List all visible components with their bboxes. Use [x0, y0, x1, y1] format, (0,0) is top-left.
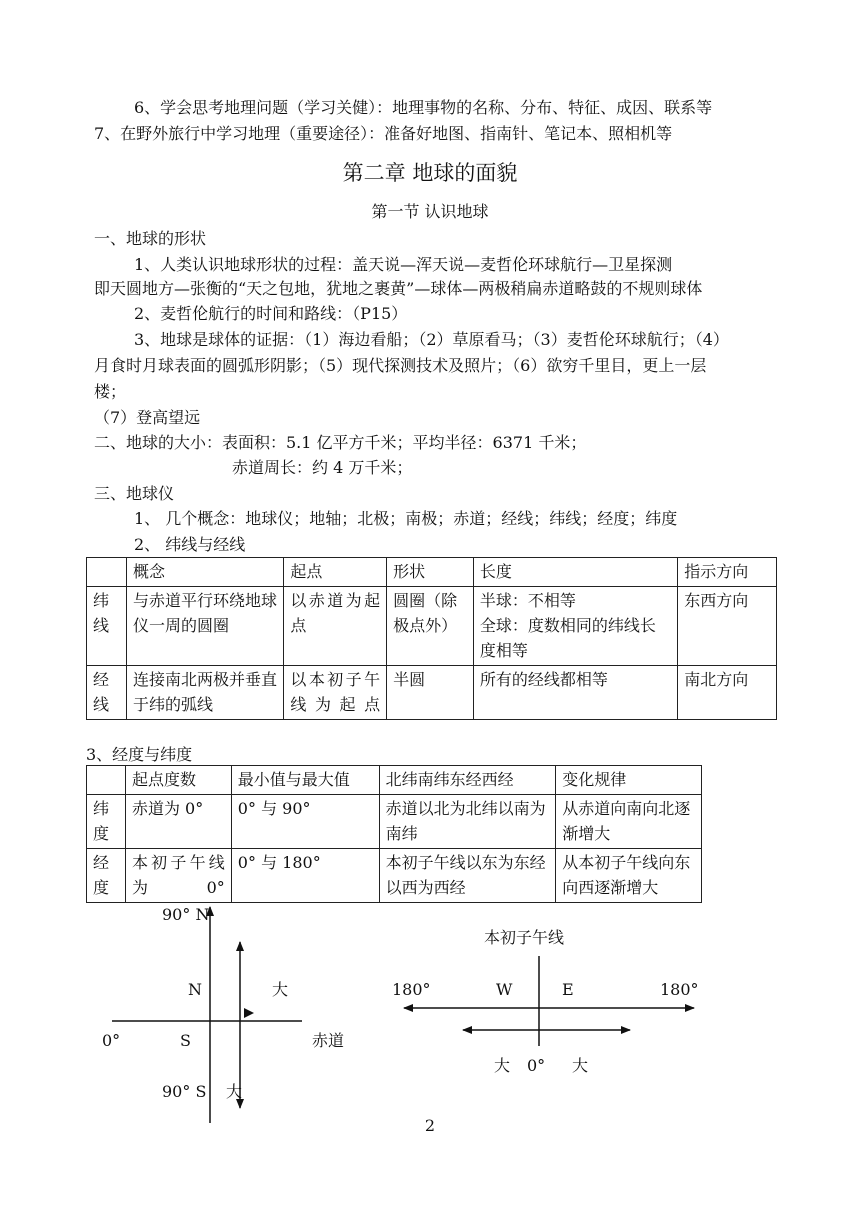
table2-cell: 从赤道向南向北逐渐增大: [556, 795, 702, 849]
part1-line-2: 即天圆地方—张衡的“天之包地，犹地之裹黄”—球体—两极稍扁赤道略鼓的不规则球体: [94, 279, 703, 298]
section3-label: 3、经度与纬度: [86, 745, 193, 764]
west-180-label: 180°: [392, 980, 431, 999]
increase-east-label: 大: [572, 1056, 589, 1075]
table1-cell: 南北方向: [678, 666, 777, 720]
equator-label: 赤道: [312, 1031, 345, 1050]
north-pole-label: 90° N: [162, 905, 210, 924]
part1-heading: 一、地球的形状: [94, 229, 207, 248]
table2-cell: 赤道以北为北纬以南为南纬: [379, 795, 556, 849]
increase-west-label: 大: [494, 1056, 511, 1075]
part1-line-7: （7）登高望远: [94, 408, 201, 427]
table1-header-cell: 指示方向: [678, 558, 777, 587]
table2-cell: 0° 与 90°: [231, 795, 379, 849]
table1-header-cell: 长度: [473, 558, 677, 587]
small-right-arrowhead: [244, 1008, 254, 1018]
table1-cell: 连接南北两极并垂直于纬的弧线: [126, 666, 283, 720]
north-hemisphere-label: N: [188, 980, 202, 999]
table2-cell: 本初子午线为 0°: [125, 849, 231, 903]
part1-line-5: 月食时月球表面的圆弧形阴影；（5）现代探测技术及照片；（6）欲穷千里目，更上一层: [94, 356, 707, 375]
table1-cell: 半球：不相等 全球：度数相同的纬线长度相等: [473, 587, 677, 666]
table1-cell: 半圆: [387, 666, 474, 720]
increase-label: 大: [272, 980, 289, 999]
east-label: E: [562, 980, 574, 999]
intro-item-7: 7、在野外旅行中学习地理（重要途径）：准备好地图、指南针、笔记本、照相机等: [94, 124, 673, 143]
page-number: 2: [424, 1116, 436, 1135]
table2-header-cell: 最小值与最大值: [231, 766, 379, 795]
east-180-label: 180°: [660, 980, 699, 999]
south-hemisphere-label: S: [180, 1031, 191, 1050]
table2-cell: 本初子午线以东为东经以西为西经: [379, 849, 556, 903]
table2-cell: 0° 与 180°: [231, 849, 379, 903]
table2-cell: 从本初子午线向东向西逐渐增大: [556, 849, 702, 903]
chapter-title: 第二章 地球的面貌: [342, 161, 518, 185]
table1-cell: 圆圈（除极点外）: [387, 587, 474, 666]
table2-row-label: 纬度: [87, 795, 126, 849]
prime-meridian-label: 本初子午线: [484, 928, 565, 947]
intro-item-6: 6、学会思考地理问题（学习关健）：地理事物的名称、分布、特征、成因、联系等: [134, 98, 713, 117]
table1-cell: 东西方向: [678, 587, 777, 666]
part2-line-2: 赤道周长：约 4 万千米；: [232, 458, 413, 477]
part2-line-1: 二、地球的大小：表面积：5.1 亿平方千米；平均半径：6371 千米；: [94, 433, 587, 452]
zero-degree-label: 0°: [527, 1056, 546, 1075]
part3-line-2: 2、 纬线与经线: [134, 535, 246, 554]
table2-header-cell: 北纬南纬东经西经: [379, 766, 556, 795]
table2-header-cell: 变化规律: [556, 766, 702, 795]
table2-cell: 赤道为 0°: [125, 795, 231, 849]
table1-row-label: 经线: [87, 666, 127, 720]
west-label: W: [496, 980, 513, 999]
table1-header-cell: 概念: [126, 558, 283, 587]
section-title: 第一节 认识地球: [371, 202, 489, 221]
increase-label-bottom: 大: [226, 1082, 243, 1101]
part3-line-1: 1、 几个概念：地球仪；地轴；北极；南极；赤道；经线；纬线；经度；纬度: [134, 509, 678, 528]
table1-header-cell: 起点: [284, 558, 387, 587]
table2-header-cell: 起点度数: [125, 766, 231, 795]
table1-cell: 与赤道平行环绕地球仪一周的圆圈: [126, 587, 283, 666]
part1-line-6: 楼；: [94, 382, 127, 401]
table1-cell: 以赤道为起点: [284, 587, 387, 666]
part1-line-4: 3、地球是球体的证据：（1）海边看船；（2）草原看马；（3）麦哲伦环球航行；（4）: [134, 330, 729, 349]
south-pole-label: 90° S: [162, 1082, 207, 1101]
zero-degree-label: 0°: [102, 1031, 121, 1050]
part1-line-3: 2、麦哲伦航行的时间和路线：（P15）: [134, 304, 408, 323]
table1-cell: 所有的经线都相等: [473, 666, 677, 720]
table1-cell: 以本初子午线为起点: [284, 666, 387, 720]
part3-heading: 三、地球仪: [94, 484, 175, 503]
table1-header-cell: 形状: [387, 558, 474, 587]
table2-row-label: 经度: [87, 849, 126, 903]
table1-row-label: 纬线: [87, 587, 127, 666]
part1-line-1: 1、人类认识地球形状的过程：盖天说—浑天说—麦哲伦环球航行—卫星探测: [134, 255, 673, 274]
